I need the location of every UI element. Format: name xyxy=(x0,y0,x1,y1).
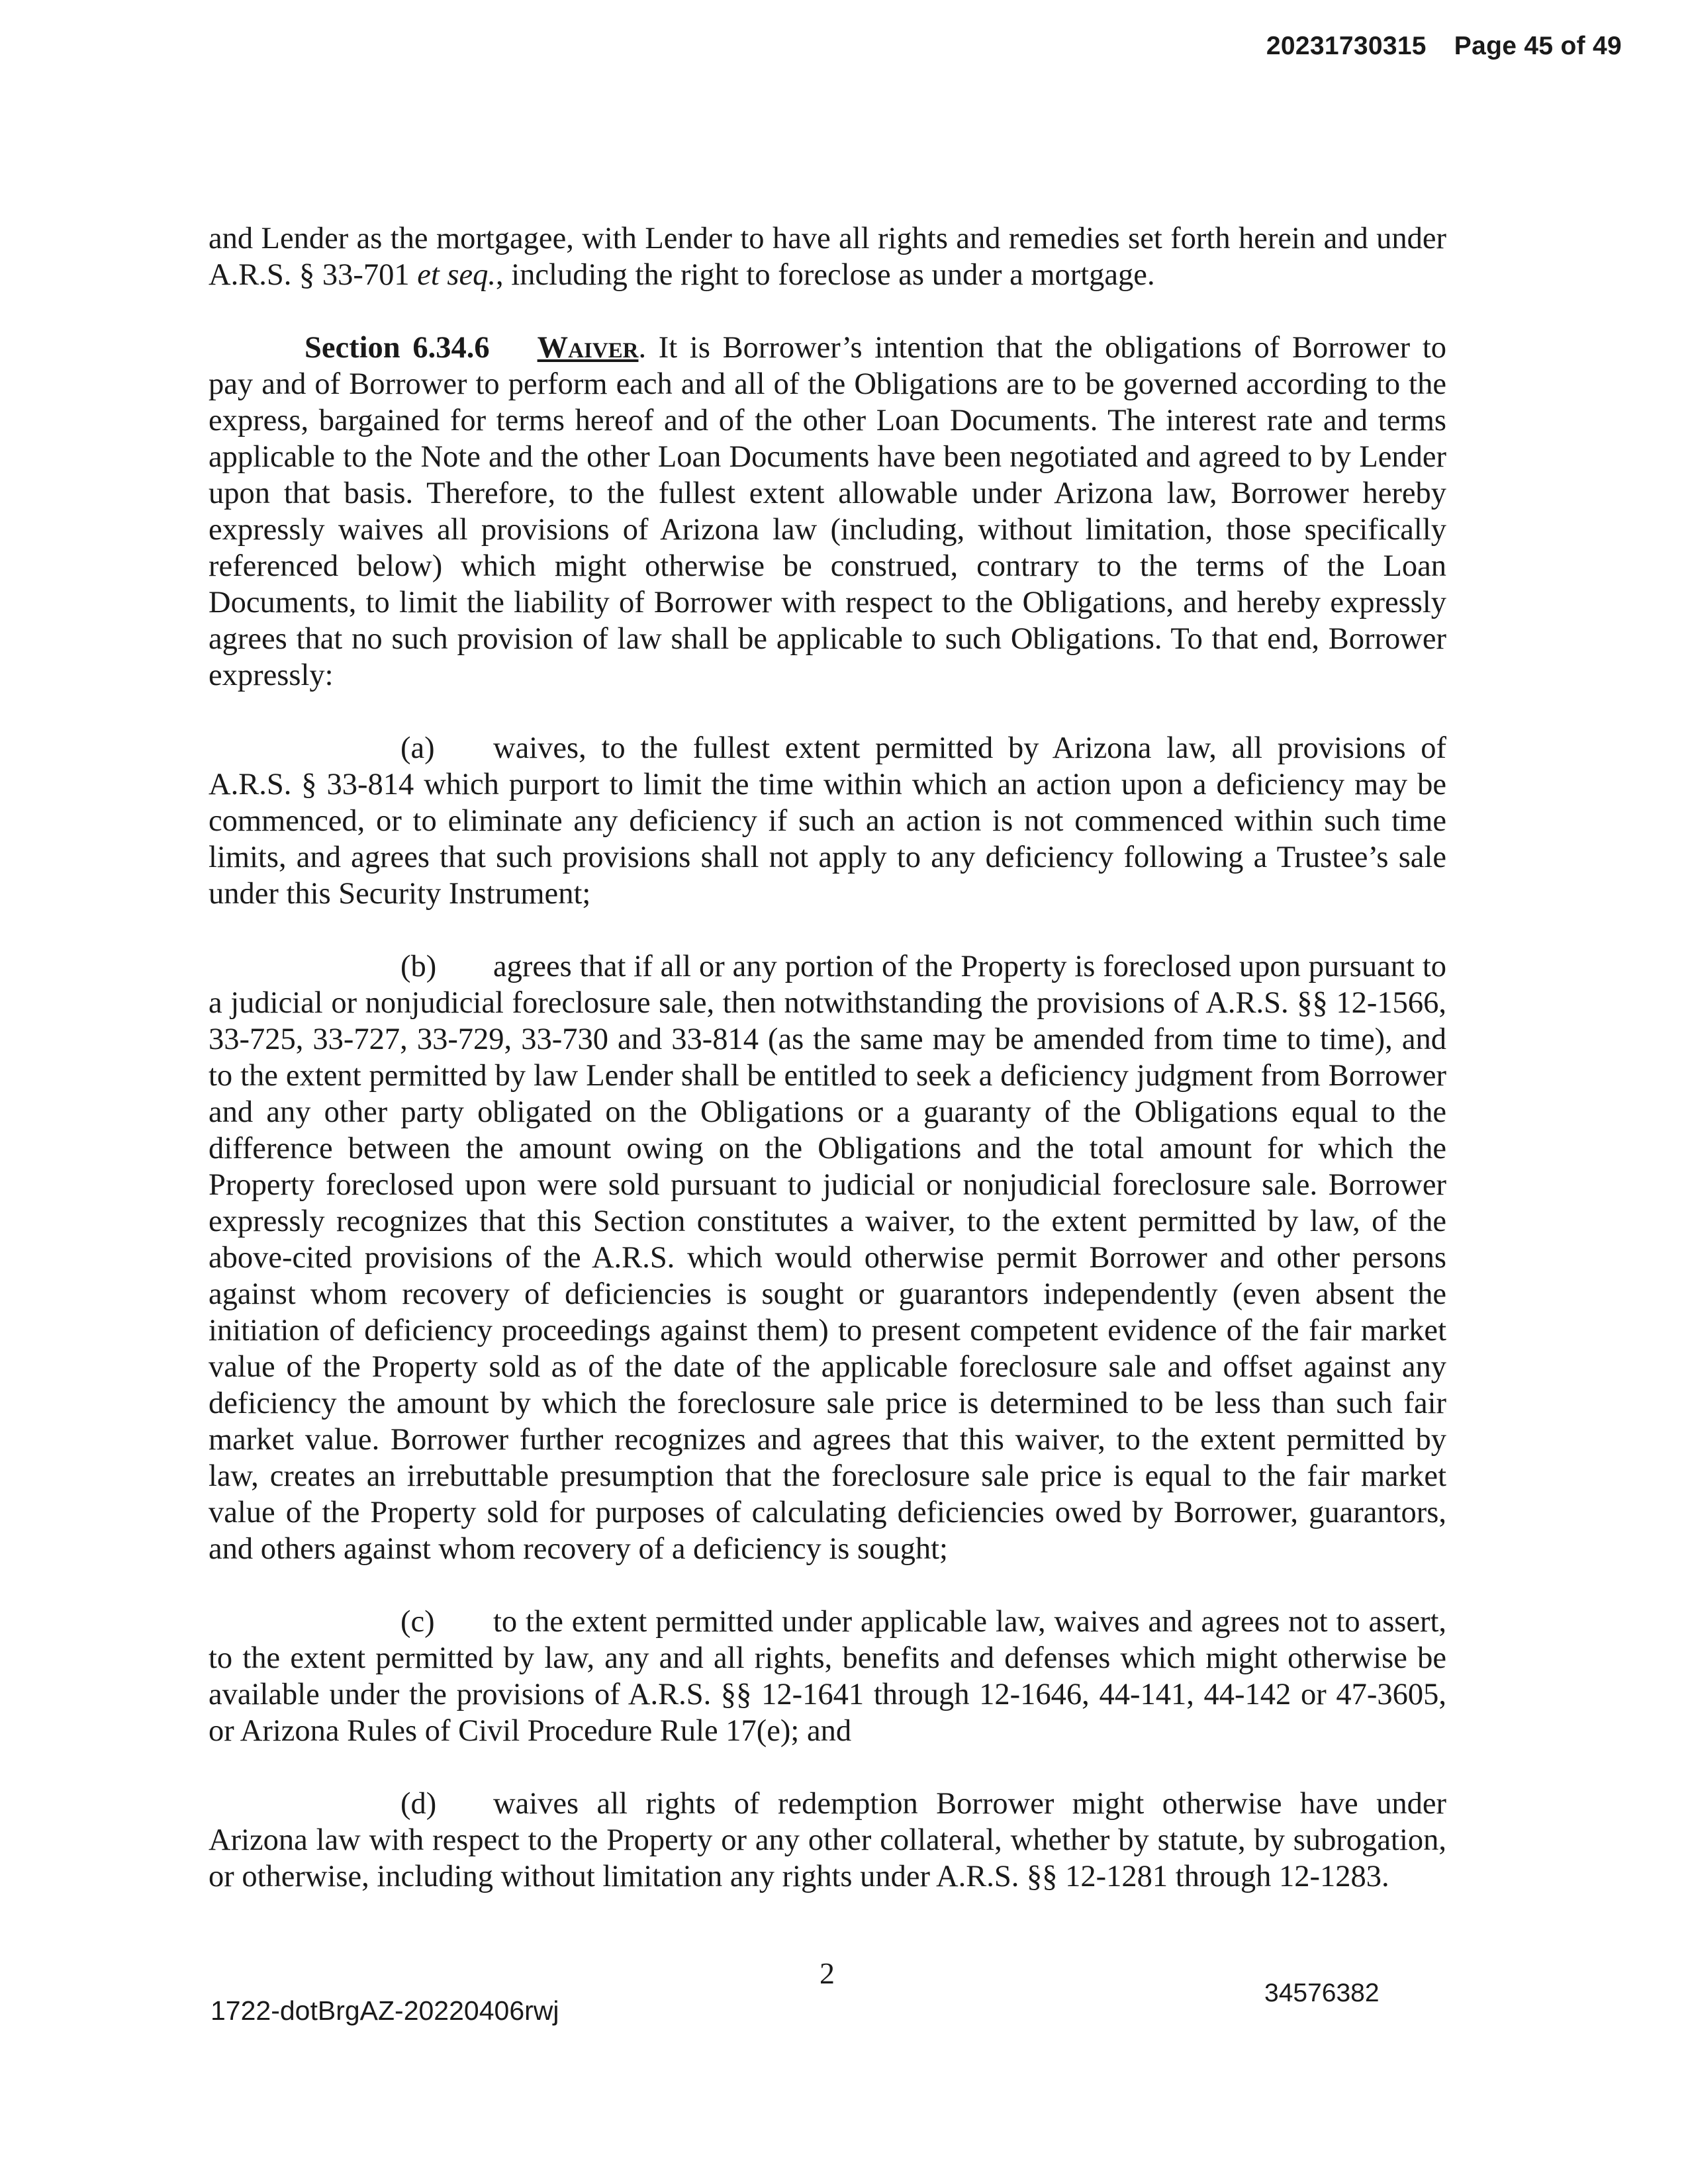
continuation-text: and Lender as the mortgagee, with Lender to have all rights and remedies set forth herein and under A.R.S. § 33-701 xyxy=(209,222,1446,292)
section-paragraph xyxy=(209,330,1446,694)
list-item xyxy=(209,730,1446,912)
item-text: waives, to the fullest extent permitted by Arizona law, all provisions of A.R.S. § 33-814 which purport to limit the time within which an action upon a deficiency may be commenced, or to eliminate any deficiency if such an action is not commenced within such time limits, and agrees that such provisions shall not apply to any deficiency following a Trustee’s sale under this Security Instrument; xyxy=(209,731,1446,911)
item-letter: (a) xyxy=(400,731,435,765)
section-text: It is Borrower’s intention that the obligations of Borrower to pay and of Borrower to perform each and all of the Obligations are to be governed according to the express, bargained for terms hereof and of the other Loan Documents. The interest rate and terms applicable to the Note and the other Loan Documents have been negotiated and agreed to by Lender upon that basis. Therefore, to the fullest extent allowable under Arizona law, Borrower hereby expressly waives all provisions of Arizona law (including, without limitation, those specifically referenced below) which might otherwise be construed, contrary to the terms of the Loan Documents, to limit the liability of Borrower with respect to the Obligations, and hereby expressly agrees that no such provision of law shall be applicable to such Obligations. To that end, Borrower expressly: xyxy=(209,331,1447,692)
document-body xyxy=(209,220,1446,1931)
footer-loan-number: 34576382 xyxy=(1264,1979,1380,2007)
item-letter: (d) xyxy=(400,1787,437,1821)
list-item xyxy=(209,1604,1446,1749)
section-title-period: . xyxy=(638,331,647,365)
item-text: waives all rights of redemption Borrower might otherwise have under Arizona law with respect to the Property or any other collateral, whether by statute, by subrogation, or otherwise, including without limitation any rights under A.R.S. §§ 12-1281 through 12-1283. xyxy=(209,1787,1446,1893)
recording-number: 20231730315 xyxy=(1266,32,1427,60)
footer-doc-code: 1722-dotBrgAZ-20220406rwj xyxy=(211,1995,559,2026)
section-title: Waiver xyxy=(537,331,639,365)
continuation-end: , including the right to foreclose as under a mortgage. xyxy=(496,258,1155,292)
item-text: agrees that if all or any portion of the Property is foreclosed upon pursuant to a judicial or nonjudicial foreclosure sale, then notwithstanding the provisions of A.R.S. §§ 12-1566, 33-725, 33-727, 33-729, 33-730 and 33-814 (as the same may be amended from time to time), and to the extent permitted by law Lender shall be entitled to seek a deficiency judgment from Borrower and any other party obligated on the Obligations or a guaranty of the Obligations equal to the difference between the amount owing on the Obligations and the total amount for which the Property foreclosed upon were sold pursuant to judicial or nonjudicial foreclosure sale. Borrower expressly recognizes that this Section constitutes a waiver, to the extent permitted by law, of the above-cited provisions of the A.R.S. which would otherwise permit Borrower and other persons against whom recovery of deficiencies is sought or guarantors independently (even absent the initiation of deficiency proceedings against them) to present competent evidence of the fair market value of the Property sold as of the date of the applicable foreclosure sale and offset against any deficiency the amount by which the foreclosure sale price is determined to be less than such fair market value. Borrower further recognizes and agrees that this waiver, to the extent permitted by law, creates an irrebuttable presumption that the foreclosure sale price is equal to the fair market value of the Property sold for purposes of calculating deficiencies owed by Borrower, guarantors, and others against whom recovery of a deficiency is sought; xyxy=(209,950,1446,1566)
list-item xyxy=(209,1786,1446,1895)
item-text: to the extent permitted under applicable law, waives and agrees not to assert, to the extent permitted by law, any and all rights, benefits and defenses which might otherwise be available under the provisions of A.R.S. §§ 12-1641 through 12-1646, 44-141, 44-142 or 47-3605, or Arizona Rules of Civil Procedure Rule 17(e); and xyxy=(209,1605,1446,1748)
page-indicator: Page 45 of 49 xyxy=(1454,32,1622,60)
footer-page-number: 2 xyxy=(820,1956,835,1990)
continuation-italic: et seq. xyxy=(417,258,496,292)
item-letter: (c) xyxy=(400,1605,435,1639)
list-item xyxy=(209,948,1446,1567)
page-header xyxy=(1266,32,1622,61)
item-letter: (b) xyxy=(400,950,437,983)
section-number: Section 6.34.6 xyxy=(305,331,490,365)
continuation-paragraph xyxy=(209,220,1446,293)
